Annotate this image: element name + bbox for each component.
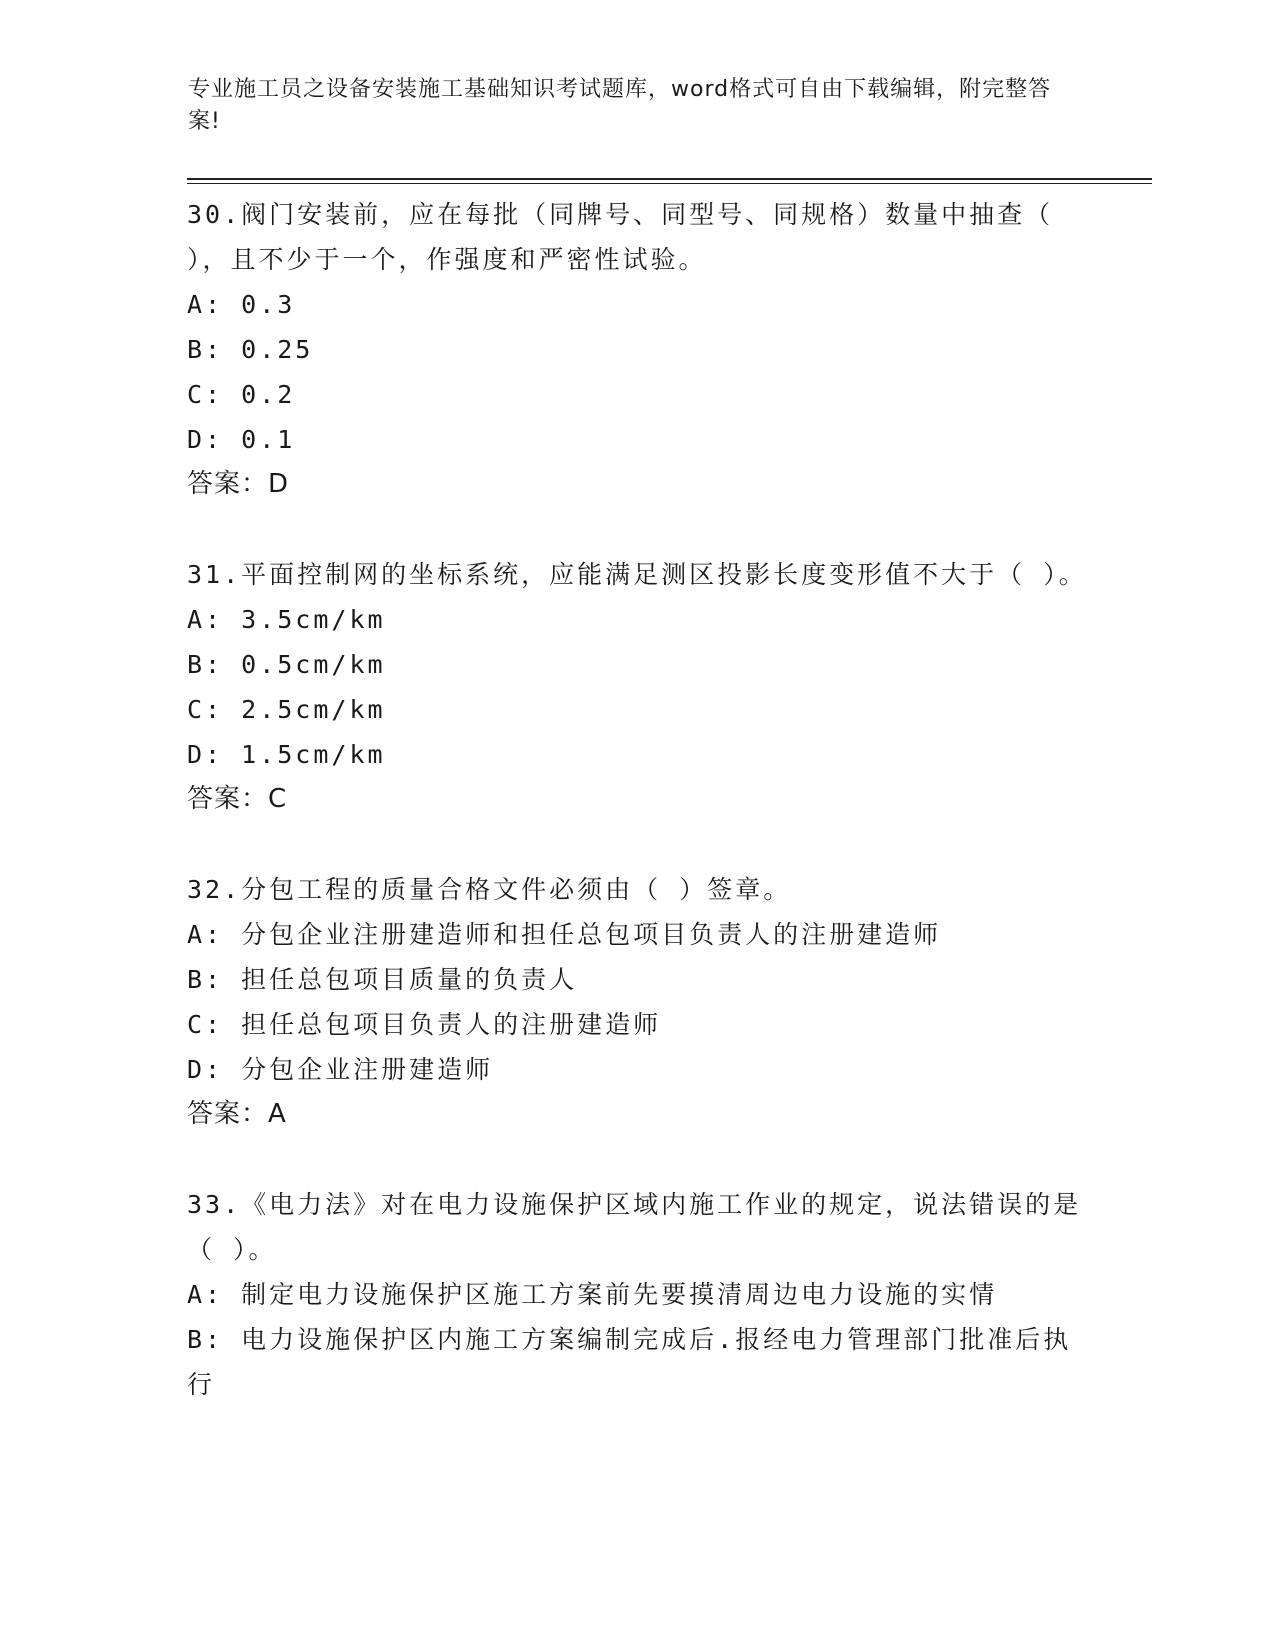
option-a: A: 分包企业注册建造师和担任总包项目负责人的注册建造师 xyxy=(187,920,942,949)
answer-line: 答案：D xyxy=(187,469,290,499)
question-stem: 32.分包工程的质量合格文件必须由（ ）签章。 xyxy=(187,875,792,904)
option-c: C: 2.5cm/km xyxy=(187,695,386,724)
option-d: D: 0.1 xyxy=(187,425,296,454)
option-c: C: 0.2 xyxy=(187,380,296,409)
option-b: B: 电力设施保护区内施工方案编制完成后.报经电力管理部门批准后执行 xyxy=(187,1325,1072,1399)
document-header: 专业施工员之设备安装施工基础知识考试题库，word格式可自由下载编辑，附完整答案! xyxy=(188,77,1052,134)
option-b: B: 担任总包项目质量的负责人 xyxy=(187,965,578,994)
option-a: A: 制定电力设施保护区施工方案前先要摸清周边电力设施的实情 xyxy=(187,1280,998,1309)
option-a: A: 0.3 xyxy=(187,290,296,319)
option-b: B: 0.25 xyxy=(187,335,314,364)
option-d: D: 分包企业注册建造师 xyxy=(187,1055,494,1084)
option-c: C: 担任总包项目负责人的注册建造师 xyxy=(187,1010,662,1039)
header-divider-thin xyxy=(187,183,1152,184)
question-32 xyxy=(187,867,1087,1137)
answer-line: 答案：C xyxy=(187,784,288,814)
header-divider xyxy=(187,178,1152,180)
question-30 xyxy=(187,192,1087,507)
question-31 xyxy=(187,552,1087,822)
question-list xyxy=(187,192,1087,1452)
question-stem: 33.《电力法》对在电力设施保护区域内施工作业的规定，说法错误的是（ ）。 xyxy=(187,1190,1082,1264)
option-b: B: 0.5cm/km xyxy=(187,650,386,679)
answer-line: 答案：A xyxy=(187,1099,287,1129)
question-33 xyxy=(187,1182,1087,1407)
question-stem: 30.阀门安装前，应在每批（同牌号、同型号、同规格）数量中抽查（ ），且不少于一个，作强度和严密性试验。 xyxy=(187,200,1054,274)
option-d: D: 1.5cm/km xyxy=(187,740,386,769)
question-stem: 31.平面控制网的坐标系统，应能满足测区投影长度变形值不大于（ ）。 xyxy=(187,560,1087,589)
option-a: A: 3.5cm/km xyxy=(187,605,386,634)
